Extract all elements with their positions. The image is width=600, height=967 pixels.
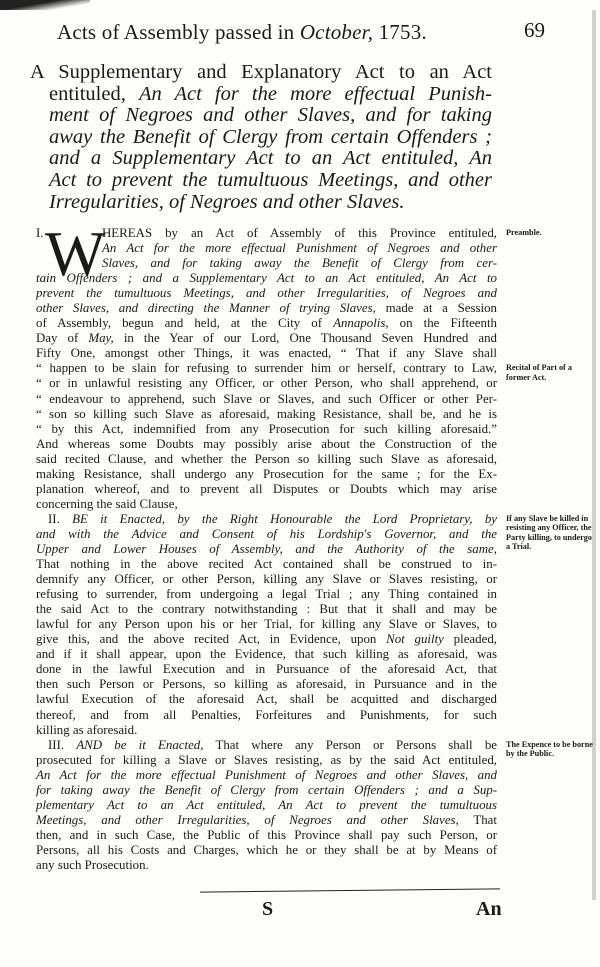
body-line	[36, 662, 497, 677]
body-text: Upper and Lower Houses of Assembly, and the Authority of the same,	[36, 541, 497, 556]
body-line	[36, 587, 497, 602]
body-text: “ by this Act, indemnified from any Prosecution for such killing aforesaid.”	[36, 421, 497, 436]
title-text: Irregularities, of Negroes and other Slaves.	[49, 190, 405, 213]
body-text: “ son so killing such Slave as aforesaid, making Resistance, shall be, and he is	[36, 406, 497, 421]
body-text: plementary Act to an Act entituled, An Act to prevent the tumultuous	[36, 797, 497, 812]
body-line	[36, 677, 497, 692]
body-text: That where any Person or Persons shall be	[203, 737, 497, 752]
body-line	[36, 527, 497, 542]
body-text: May,	[88, 331, 114, 346]
body-text: and with the Advice and Consent of his Lordship's Governor, and the	[36, 526, 497, 541]
body-line	[36, 286, 497, 301]
body-line	[36, 422, 497, 437]
body-line	[36, 361, 497, 376]
body-text: refusing to surrender, from undergoing a legal Trial ; any Thing contained in	[36, 587, 497, 602]
title-line	[30, 105, 492, 127]
body-text: Annapolis,	[333, 316, 389, 331]
catchword: An	[476, 898, 502, 920]
body-text: concerning the said Clause,	[36, 496, 178, 511]
body-text: for taking away the Benefit of Clergy from certain Offenders ; and a Sup-	[36, 782, 497, 797]
body-text: Slaves, and for taking away the Benefit of Clergy from cer-	[102, 256, 497, 271]
title-line	[30, 148, 492, 170]
body-line	[36, 738, 497, 753]
title-line	[30, 84, 492, 106]
body-line	[36, 828, 497, 843]
title-text: entituled,	[49, 82, 139, 105]
title-text: An Act for the more effectual Punish-	[138, 82, 492, 105]
title-line	[30, 170, 492, 192]
section-number: I.	[36, 226, 44, 240]
act-title	[30, 62, 492, 213]
body-line	[36, 316, 497, 331]
footer-rule	[200, 888, 500, 893]
body-text: “ or in unlawful resisting any Officer, or other Person, who shall apprehend, or	[36, 376, 497, 391]
body-line	[36, 497, 497, 512]
body-text: BE it Enacted, by the Right Honourable the Lord Proprietary, by	[72, 511, 497, 526]
title-text: A Supplementary and Explanatory Act to an Act	[30, 61, 492, 83]
body-line	[36, 226, 497, 241]
body-line	[36, 407, 497, 422]
body-line	[36, 753, 497, 768]
body-text: on the Fifteenth	[388, 316, 497, 331]
body-text: the said Act to the contrary notwithstanding : But that it shall and may be	[36, 602, 497, 617]
body-line	[36, 542, 497, 557]
body-line	[36, 692, 497, 707]
body-text: Fifty One, amongst other Things, it was enacted, “ That if any Slave shall	[36, 346, 497, 361]
signature-mark: S	[262, 898, 274, 920]
body-line	[36, 768, 497, 783]
title-text: Act to prevent the tumultuous Meetings, and other	[49, 168, 492, 191]
body-line	[36, 723, 497, 738]
running-title-text: Acts of Assembly passed in	[57, 20, 300, 44]
body-text: planation whereof, and to prevent all Disputes or Doubts which may arise	[36, 481, 497, 496]
body-line	[36, 617, 497, 632]
running-title-year: 1753.	[373, 20, 427, 44]
body-line	[36, 708, 497, 723]
page-edge	[592, 10, 596, 900]
title-line	[30, 127, 492, 149]
body-text: That nothing in the above recited Act contained shall be construed to in-	[36, 557, 497, 572]
body-line	[36, 392, 497, 407]
body-text: said recited Clause, and whether the Person so killing such Slave as aforesaid,	[36, 451, 497, 466]
body-text: III.	[48, 737, 77, 752]
body-line	[36, 467, 497, 482]
body-line	[36, 241, 497, 256]
body-text: pleaded,	[443, 632, 497, 647]
running-title-month: October,	[299, 20, 374, 44]
body-text: thereof, and from all Penalties, Forfeitures and Punishments, for such	[36, 707, 497, 722]
body-text: of Assembly, begun and held, at the City of	[36, 316, 334, 331]
body-text: II.	[48, 511, 73, 526]
body-text: lawful for any Person upon his or her Trial, for killing any Slave or Slaves, to	[36, 617, 497, 632]
margin-note: If any Slave be killed in resisting any Officer, the Party killing, to undergo a Trial.	[506, 513, 592, 552]
body-text: give this, and the above recited Act, in Evidence, upon	[36, 632, 387, 647]
body-text: Meetings, and other Irregularities, of Negroes and other Slaves,	[36, 812, 459, 827]
body-line	[36, 572, 497, 587]
drop-cap: W	[45, 218, 106, 289]
body-text: That	[458, 812, 497, 827]
body-line	[36, 647, 497, 662]
body-text: made at a Session	[375, 301, 497, 316]
body-text: Persons, all his Costs and Charges, which he or they shall be at by Means of	[36, 842, 497, 857]
body-text: AND be it Enacted,	[76, 737, 204, 752]
body-text: “ endeavour to apprehend, such Slave or Slaves, and such Officer or other Per-	[36, 391, 497, 406]
body-text: making Resistance, shall undergo any Prosecution for the same ; for the Ex-	[36, 466, 497, 481]
margin-note: Preamble.	[506, 228, 542, 237]
body-text: killing as aforesaid.	[36, 722, 138, 737]
body-text: prosecuted for killing a Slave or Slaves resisting, as by the said Act entituled,	[36, 752, 497, 767]
running-title	[57, 20, 427, 45]
body-line	[36, 783, 497, 798]
body-text: Day of	[36, 331, 89, 346]
body-text: demnify any Officer, or other Person, killing any Slave or Slaves resisting, or	[36, 572, 497, 587]
title-text: ment of Negroes and other Slaves, and for taking	[49, 104, 492, 127]
body-line	[36, 843, 497, 858]
body-line	[36, 256, 497, 271]
body-line	[36, 602, 497, 617]
body-text: “ happen to be slain for refusing to surrender him or herself, contrary to Law,	[36, 361, 497, 376]
body-text: then, and in such Case, the Public of this Province shall pay such Person, or	[36, 827, 497, 842]
body-text: tain Offenders ; and a Supplementary Act to an Act entituled, An Act to	[36, 271, 497, 286]
body-line	[36, 557, 497, 572]
body-text: HEREAS by an Act of Assembly of this Province entituled,	[102, 226, 497, 240]
body-text: other Slaves, and directing the Manner of trying Slaves,	[36, 301, 376, 316]
body-text: An Act for the more effectual Punishment of Negroes and other	[102, 241, 497, 256]
body-line	[36, 512, 497, 527]
body-line	[36, 813, 497, 828]
body-text: done in the lawful Execution and in Pursuance of the aforesaid Act, that	[36, 662, 497, 677]
scan-shadow	[0, 0, 90, 10]
body-line	[36, 271, 497, 286]
body-text: prevent the tumultuous Meetings, and other Irregularities, of Negroes and	[36, 286, 497, 301]
body-text: and if it shall appear, upon the Evidence, that such killing as aforesaid, was	[36, 647, 497, 662]
body-line	[36, 301, 497, 316]
body-line	[36, 437, 497, 452]
body-text: Not guilty	[386, 632, 444, 647]
body-text: And whereas some Doubts may possibly arise about the Construction of the	[36, 436, 497, 451]
body-line	[36, 331, 497, 346]
body-line	[36, 632, 497, 647]
body-line	[36, 346, 497, 361]
body-line	[36, 858, 497, 873]
title-text: away the Benefit of Clergy from certain Offenders ;	[49, 125, 492, 148]
margin-note: Recital of Part of a former Act.	[506, 363, 572, 382]
body-text: lawful Execution of the aforesaid Act, shall be acquitted and discharged	[36, 692, 497, 707]
body-text: any such Prosecution.	[36, 857, 149, 872]
margin-note: The Expence to be borne by the Public.	[506, 739, 593, 759]
title-line	[30, 192, 492, 214]
page-number: 69	[524, 18, 545, 42]
body-line	[36, 798, 497, 813]
body-text: in the Year of our Lord, One Thousand Seven Hundred and	[113, 331, 497, 346]
body-line	[36, 482, 497, 497]
body-text: An Act for the more effectual Punishment of Negroes and other Slaves, and	[36, 767, 497, 782]
body-line	[36, 376, 497, 391]
title-line	[30, 62, 492, 84]
act-body	[36, 226, 497, 873]
body-text: then such Person or Persons, so killing as aforesaid, in Pursuance and in the	[36, 677, 497, 692]
title-text: and a Supplementary Act to an Act entituled, An	[49, 147, 492, 170]
body-line	[36, 452, 497, 467]
